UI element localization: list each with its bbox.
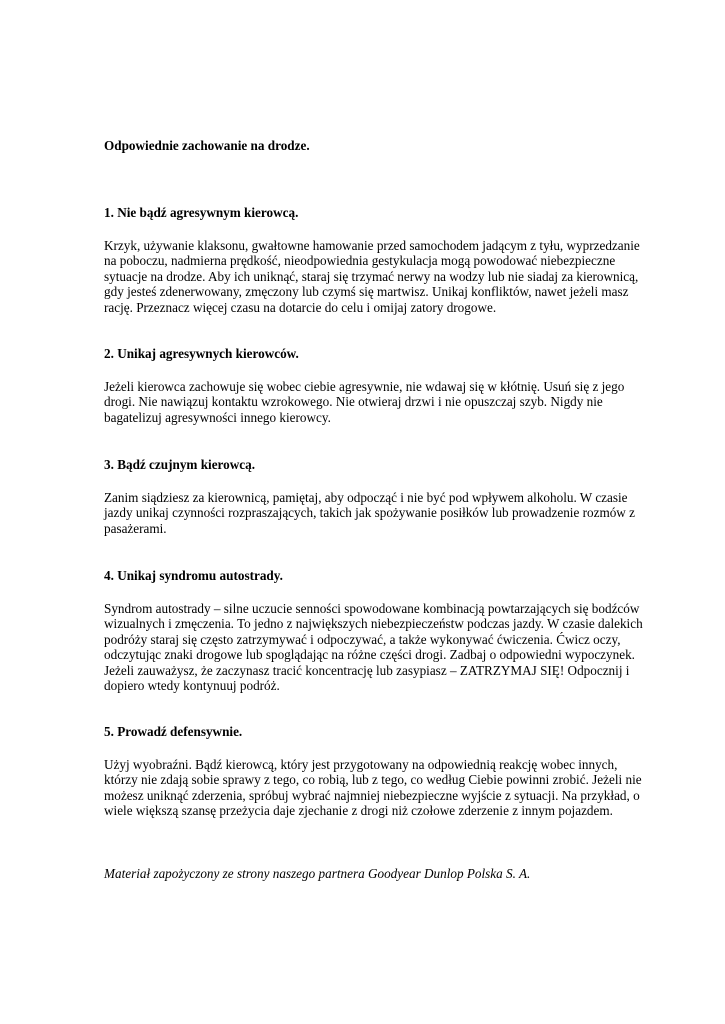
section-heading: 1. Nie bądź agresywnym kierowcą. — [104, 205, 299, 220]
section-heading: 3. Bądź czujnym kierowcą. — [104, 457, 256, 472]
section-heading: 5. Prowadź defensywnie. — [104, 724, 243, 739]
section-4 — [104, 568, 664, 694]
section-paragraph: Zanim siądziesz za kierownicą, pamiętaj, aby odpocząć i nie być pod wpływem alkoholu. W czasie jazdy unikaj czynności rozpraszających, takich jak spożywanie posiłków lub prowadzenie rozmów z pasażerami. — [104, 489, 635, 536]
section-2 — [104, 346, 664, 425]
section-paragraph: Użyj wyobraźni. Bądź kierowcą, który jest przygotowany na odpowiednią reakcję wobec innych, którzy nie zdają sobie sprawy z tego, co robią, lub z tego, co według Ciebie powinni zrobić. Jeżeli nie możesz uniknąć zderzenia, spróbuj wybrać najmniej niebezpieczne wyjście z sytuacji. Na przykład, o wiele większą szansę przeżycia daje zjechanie z drogi niż czołowe zderzenie z innym pojazdem. — [104, 756, 642, 818]
section-paragraph: Syndrom autostrady – silne uczucie senności spowodowane kombinacją powtarzających się bodźców wizualnych i zmęczenia. To jedno z największych niebezpieczeństw podczas jazdy. W czasie dalekich podróży staraj się często zatrzymywać i odpoczywać, a także wykonywać ćwiczenia. Ćwicz oczy, odczytując znaki drogowe lub spoglądając na różne części drogi. Zadbaj o odpowiedni wypoczynek. Jeżeli zauważysz, że zaczynasz tracić koncentrację lub zasypiasz – ZATRZYMAJ SIĘ! Odpocznij i dopiero wtedy kontynuuj podróż. — [104, 600, 643, 693]
section-paragraph: Krzyk, używanie klaksonu, gwałtowne hamowanie przed samochodem jadącym z tyłu, wyprzedzanie na poboczu, nadmierna prędkość, nieodpowiednia gestykulacja mogą powodować niebezpieczne sytuacje na drodze. Aby ich uniknąć, staraj się trzymać nerwy na wodzy lub nie siadaj za kierownicą, gdy jesteś zdenerwowany, zmęczony lub czymś się martwisz. Unikaj konfliktów, nawet jeżeli masz rację. Przeznacz więcej czasu na dotarcie do celu i omijaj zatory drogowe. — [104, 237, 640, 315]
section-heading: 2. Unikaj agresywnych kierowców. — [104, 346, 299, 361]
section-heading: 4. Unikaj syndromu autostrady. — [104, 568, 283, 583]
document-title: Odpowiednie zachowanie na drodze. — [104, 138, 310, 153]
section-3 — [104, 457, 664, 536]
source-footnote: Materiał zapożyczony ze strony naszego partnera Goodyear Dunlop Polska S. A. — [104, 866, 531, 881]
section-5 — [104, 724, 664, 819]
section-1 — [104, 205, 664, 315]
section-paragraph: Jeżeli kierowca zachowuje się wobec ciebie agresywnie, nie wdawaj się w kłótnię. Usuń się z jego drogi. Nie nawiązuj kontaktu wzrokowego. Nie otwieraj drzwi i nie opuszczaj szyb. Nigdy nie bagatelizuj agresywności innego kierowcy. — [104, 378, 625, 425]
